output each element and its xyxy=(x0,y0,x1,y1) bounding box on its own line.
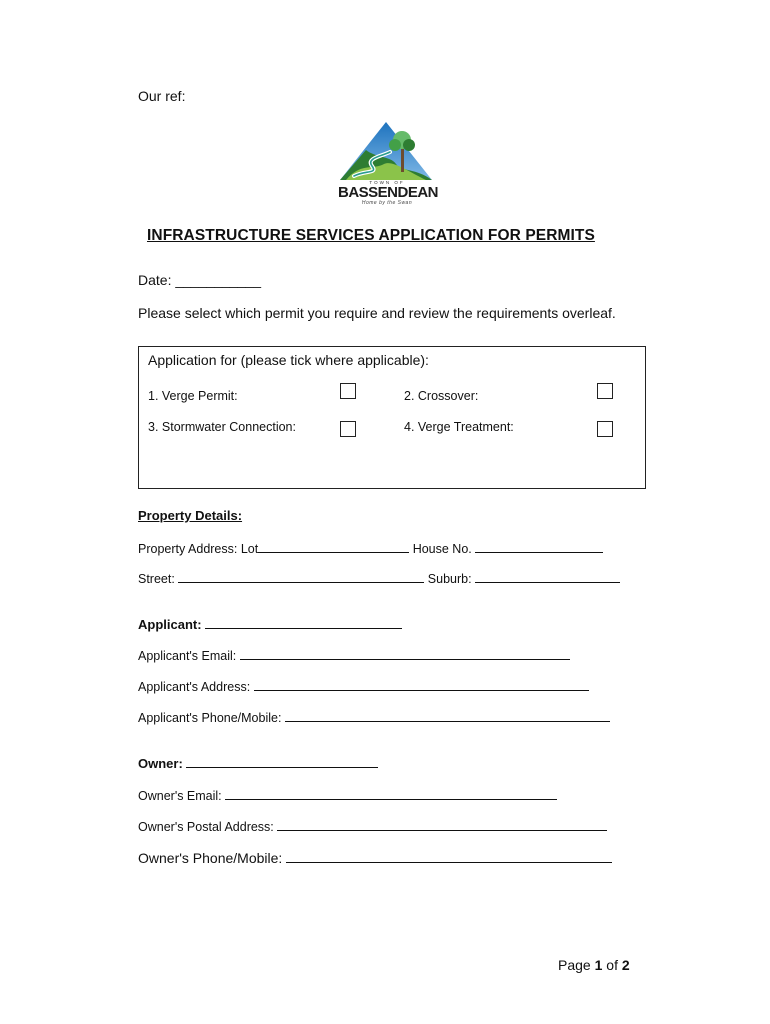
owner-phone-label: Owner's Phone/Mobile: xyxy=(138,850,283,866)
verge-treatment-checkbox[interactable] xyxy=(597,421,613,437)
logo-tagline: Home by the Swan xyxy=(361,200,413,206)
applicant-row xyxy=(138,617,402,632)
suburb-field[interactable] xyxy=(475,571,620,583)
lot-field[interactable] xyxy=(258,541,409,553)
crossover-label: 2. Crossover: xyxy=(404,389,479,403)
owner-postal-row xyxy=(138,819,607,834)
instructions-text: Please select which permit you require and review the requirements overleaf. xyxy=(138,305,616,321)
date-label: Date: ___________ xyxy=(138,272,261,288)
applicant-email-row xyxy=(138,648,570,663)
street-field[interactable] xyxy=(178,571,424,583)
street-label: Street: xyxy=(138,572,175,586)
verge-treatment-label: 4. Verge Treatment: xyxy=(404,420,514,434)
verge-permit-checkbox[interactable] xyxy=(340,383,356,399)
property-address-row xyxy=(138,541,603,556)
street-row xyxy=(138,571,620,586)
page-current: 1 xyxy=(594,957,603,973)
property-details-heading: Property Details: xyxy=(138,508,243,523)
verge-permit-label: 1. Verge Permit: xyxy=(148,389,238,403)
page-word: Page xyxy=(558,957,591,973)
our-ref-label: Our ref: xyxy=(138,88,186,104)
owner-name-field[interactable] xyxy=(186,756,378,768)
page-number xyxy=(558,957,630,973)
owner-postal-field[interactable] xyxy=(277,819,607,831)
applicant-email-label: Applicant's Email: xyxy=(138,649,237,663)
logo-name: BASSENDEAN xyxy=(338,184,439,201)
logo-text-block xyxy=(338,180,439,206)
page-of: of xyxy=(606,957,618,973)
applicant-phone-field[interactable] xyxy=(285,710,610,722)
owner-email-label: Owner's Email: xyxy=(138,789,222,803)
stormwater-connection-checkbox[interactable] xyxy=(340,421,356,437)
page-total: 2 xyxy=(621,957,630,973)
applicant-phone-label: Applicant's Phone/Mobile: xyxy=(138,711,282,725)
owner-email-row xyxy=(138,788,557,803)
applicant-address-field[interactable] xyxy=(254,679,589,691)
applicant-phone-row xyxy=(138,710,610,725)
suburb-label: Suburb: xyxy=(427,572,472,586)
house-no-label: House No. xyxy=(412,542,472,556)
owner-postal-label: Owner's Postal Address: xyxy=(138,820,274,834)
applicant-address-row xyxy=(138,679,589,694)
applicant-heading: Applicant: xyxy=(138,617,202,632)
applicant-email-field[interactable] xyxy=(240,648,570,660)
owner-row xyxy=(138,756,378,771)
applicant-name-field[interactable] xyxy=(205,617,402,629)
crossover-checkbox[interactable] xyxy=(597,383,613,399)
owner-email-field[interactable] xyxy=(225,788,557,800)
page-title: INFRASTRUCTURE SERVICES APPLICATION FOR PERMITS xyxy=(147,227,595,244)
stormwater-connection-label: 3. Stormwater Connection: xyxy=(148,420,296,434)
owner-heading: Owner: xyxy=(138,756,183,771)
property-address-label: Property Address: Lot xyxy=(138,542,259,556)
permit-box-heading: Application for (please tick where applicable): xyxy=(148,352,429,368)
owner-phone-field[interactable] xyxy=(286,850,612,863)
house-no-field[interactable] xyxy=(475,541,603,553)
logo-small-text: TOWN OF xyxy=(369,180,405,185)
owner-phone-row xyxy=(138,850,612,866)
applicant-address-label: Applicant's Address: xyxy=(138,680,251,694)
